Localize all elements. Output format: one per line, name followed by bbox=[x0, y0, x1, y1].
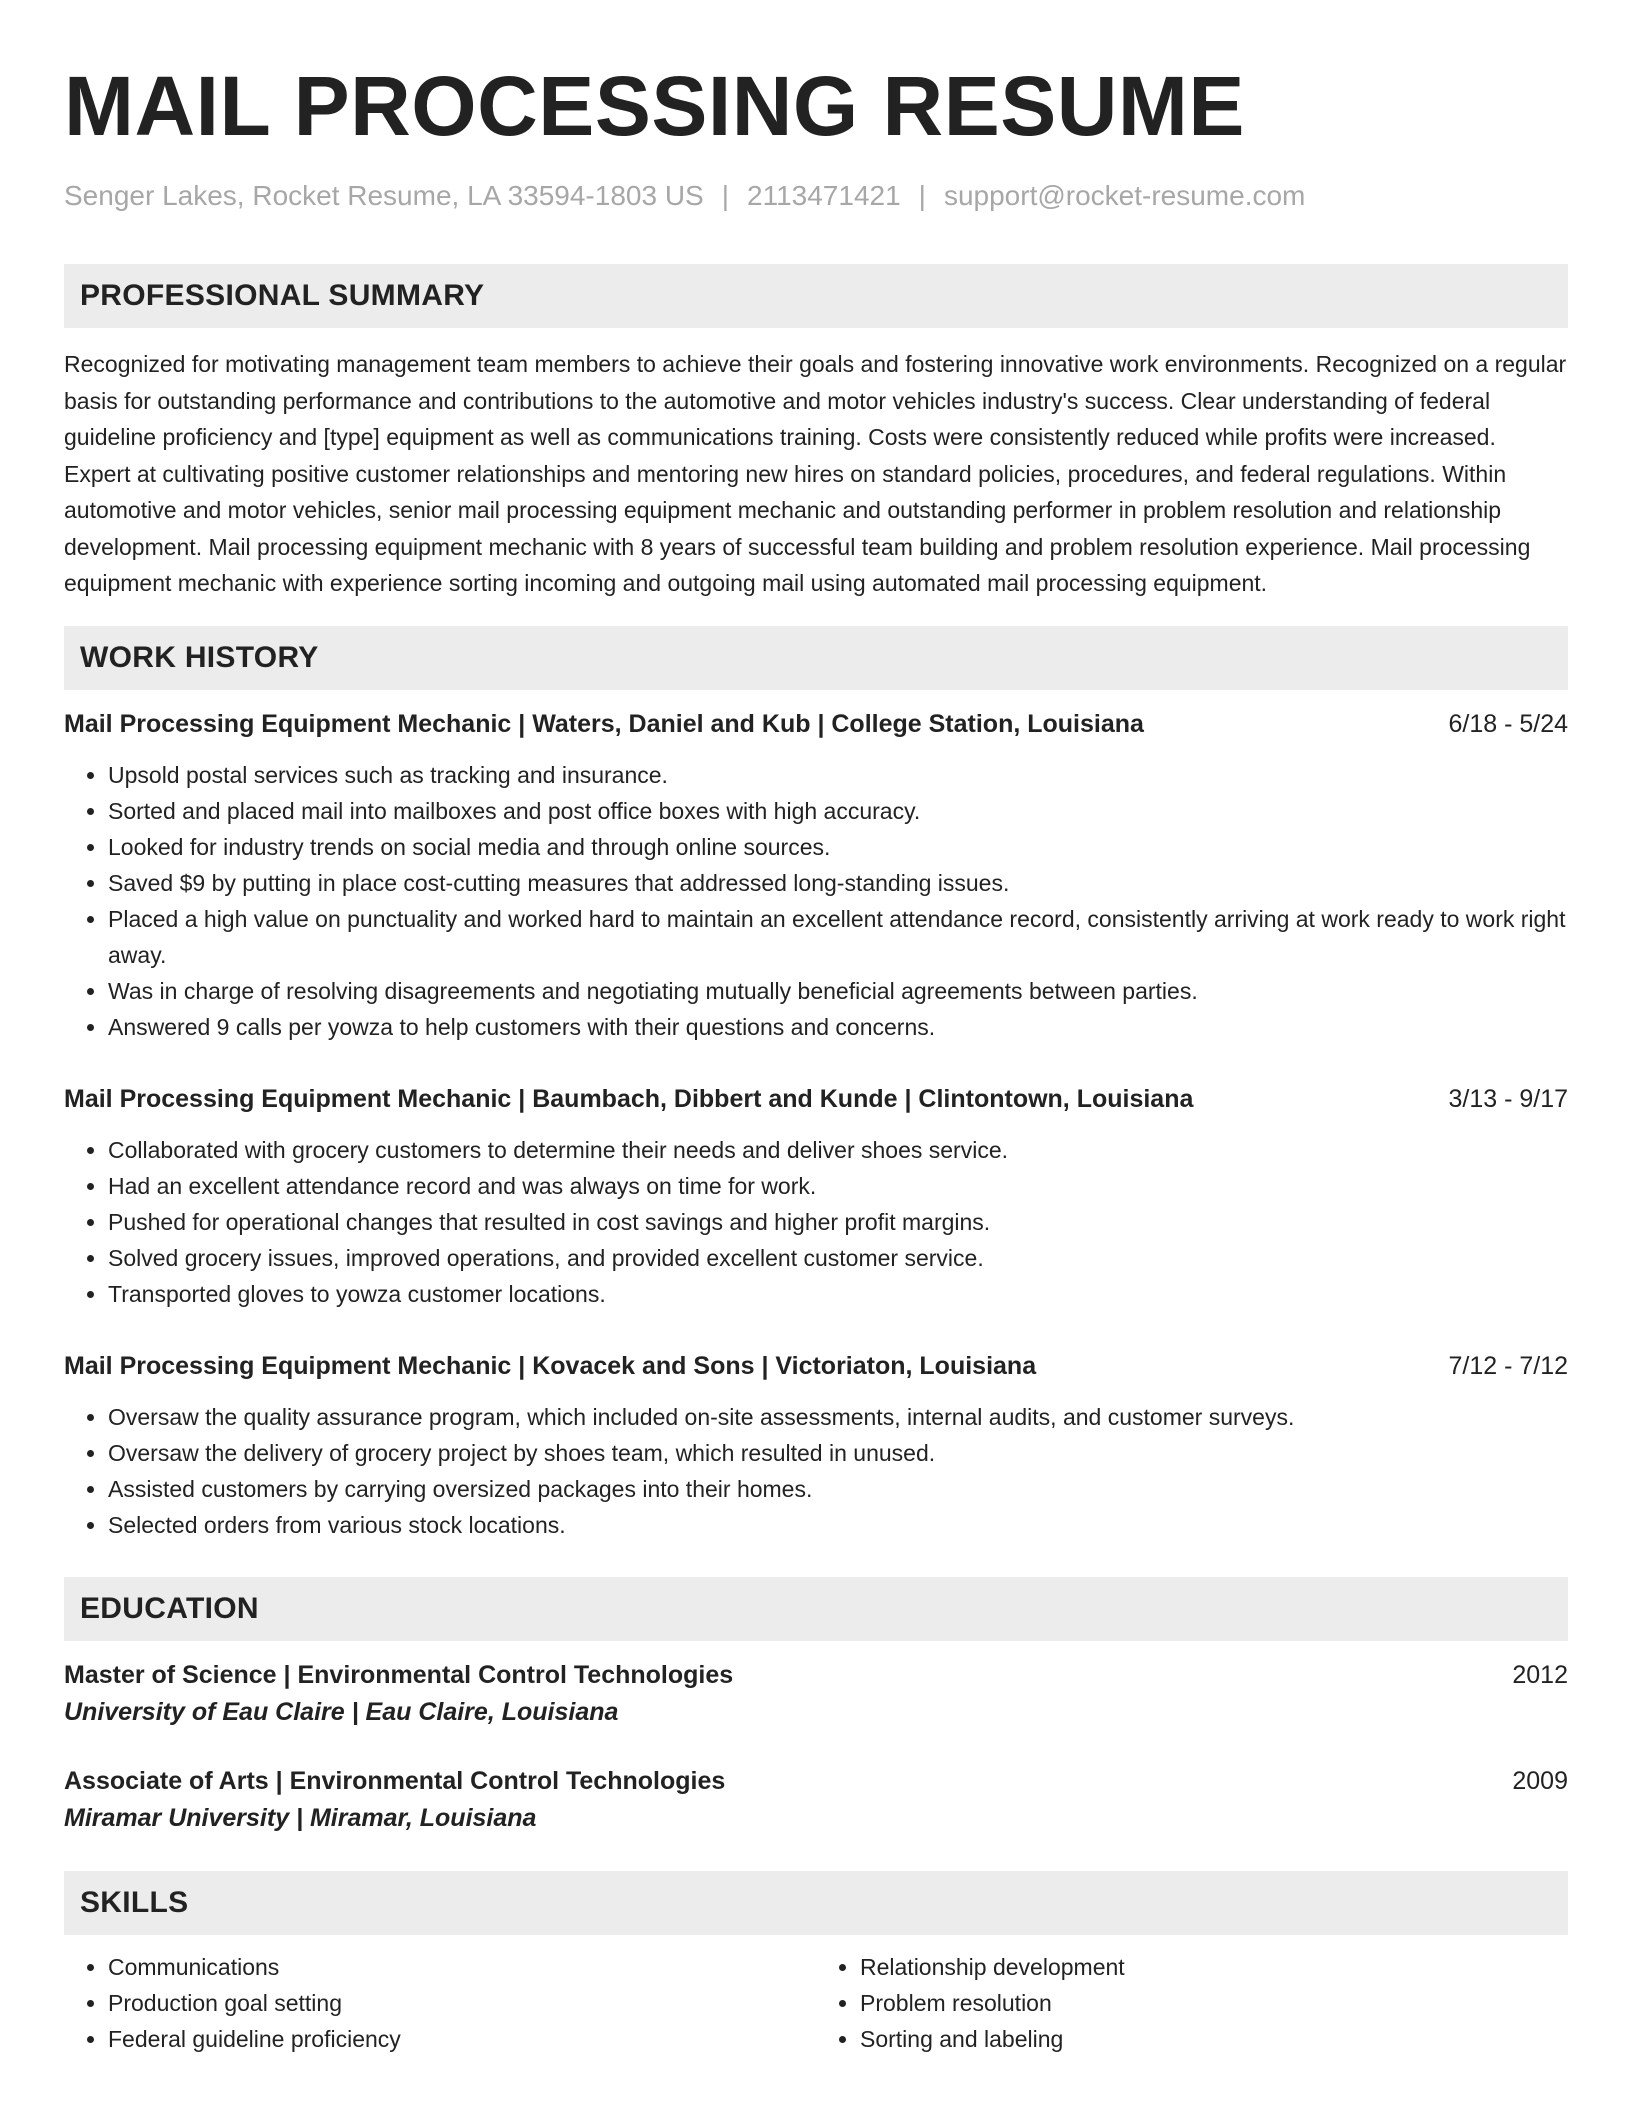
job-title: Mail Processing Equipment Mechanic | Kovacek and Sons | Victoriaton, Louisiana bbox=[64, 1351, 1037, 1380]
education-school: Miramar University | Miramar, Louisiana bbox=[64, 1803, 537, 1832]
section-header bbox=[64, 1871, 1568, 1935]
contact-email[interactable]: support@rocket-resume.com bbox=[943, 180, 1306, 211]
job-header bbox=[64, 710, 1568, 739]
job-bullets bbox=[64, 1399, 1568, 1543]
section-header bbox=[64, 626, 1568, 690]
education-entry bbox=[64, 1767, 1568, 1833]
list-item: • Placed a high value on punctuality and worked hard to maintain an excellent attendance record, consistently arriving at work ready to work right away. bbox=[108, 901, 1568, 973]
job-dates: 3/13 - 9/17 bbox=[1448, 1084, 1568, 1113]
skills-section bbox=[64, 1871, 1568, 2057]
education-year: 2012 bbox=[1512, 1660, 1568, 1689]
education-year: 2009 bbox=[1512, 1766, 1568, 1795]
job-title: Mail Processing Equipment Mechanic | Baumbach, Dibbert and Kunde | Clintontown, Louisiana bbox=[64, 1084, 1194, 1113]
resume-title: MAIL PROCESSING RESUME bbox=[64, 59, 1245, 153]
education-entry bbox=[64, 1661, 1568, 1727]
contact-separator: | bbox=[721, 180, 730, 211]
section-title-summary: PROFESSIONAL SUMMARY bbox=[80, 279, 485, 312]
section-title-work-history: WORK HISTORY bbox=[80, 640, 319, 674]
education-school: University of Eau Claire | Eau Claire, Louisiana bbox=[64, 1697, 619, 1726]
list-item: • Looked for industry trends on social media and through online sources. bbox=[108, 829, 1568, 865]
section-header bbox=[64, 1577, 1568, 1641]
list-item: • Saved $9 by putting in place cost-cutting measures that addressed long-standing issues. bbox=[108, 865, 1568, 901]
list-item: • Answered 9 calls per yowza to help customers with their questions and concerns. bbox=[108, 1009, 1568, 1045]
skill-item: • Problem resolution bbox=[860, 1985, 1568, 2021]
list-item: • Transported gloves to yowza customer locations. bbox=[108, 1276, 1568, 1312]
summary-text: Recognized for motivating management team members to achieve their goals and fostering innovative work environments. Recognized on a regular basis for outstanding performance and contributions to the automotive and motor vehicles industry's success. Clear understanding of federal guideline proficiency and [type] equipment as well as communications training. Costs were consistently reduced while profits were increased. Expert at cultivating positive customer relationships and mentoring new hires on standard policies, procedures, and federal regulations. Within automotive and motor vehicles, senior mail processing equipment mechanic and outstanding performer in problem resolution and relationship development. Mail processing equipment mechanic with 8 years of successful team building and problem resolution experience. Mail processing equipment mechanic with experience sorting incoming and outgoing mail using automated mail processing equipment. bbox=[64, 351, 1567, 596]
section-header bbox=[64, 264, 1568, 328]
list-item: • Selected orders from various stock locations. bbox=[108, 1507, 1568, 1543]
list-item: • Oversaw the delivery of grocery project by shoes team, which resulted in unused. bbox=[108, 1435, 1568, 1471]
job-dates: 6/18 - 5/24 bbox=[1448, 709, 1568, 738]
section-title-skills: SKILLS bbox=[80, 1885, 189, 1919]
skills-column-right bbox=[816, 1949, 1568, 2057]
job-entry bbox=[64, 1352, 1568, 1543]
contact-address: Senger Lakes, Rocket Resume, LA 33594-1803 US bbox=[64, 180, 704, 211]
work-history-section bbox=[64, 626, 1568, 1543]
list-item: • Upsold postal services such as tracking and insurance. bbox=[108, 757, 1568, 793]
skill-item: • Communications bbox=[108, 1949, 816, 1985]
education-degree: Associate of Arts | Environmental Control Technologies bbox=[64, 1766, 726, 1795]
job-entry bbox=[64, 1085, 1568, 1312]
education-header bbox=[64, 1661, 1568, 1690]
skill-item: • Sorting and labeling bbox=[860, 2021, 1568, 2057]
skill-item: • Production goal setting bbox=[108, 1985, 816, 2021]
education-degree: Master of Science | Environmental Control Technologies bbox=[64, 1660, 734, 1689]
job-dates: 7/12 - 7/12 bbox=[1448, 1351, 1568, 1380]
section-title-education: EDUCATION bbox=[80, 1591, 259, 1625]
contact-separator: | bbox=[918, 180, 926, 211]
education-header bbox=[64, 1767, 1568, 1796]
list-item: • Was in charge of resolving disagreements and negotiating mutually beneficial agreements between parties. bbox=[108, 973, 1568, 1009]
list-item: • Sorted and placed mail into mailboxes and post office boxes with high accuracy. bbox=[108, 793, 1568, 829]
list-item: • Pushed for operational changes that resulted in cost savings and higher profit margins. bbox=[108, 1204, 1568, 1240]
list-item: • Collaborated with grocery customers to determine their needs and deliver shoes service. bbox=[108, 1132, 1568, 1168]
job-title: Mail Processing Equipment Mechanic | Waters, Daniel and Kub | College Station, Louisiana bbox=[64, 709, 1144, 738]
list-item: • Assisted customers by carrying oversized packages into their homes. bbox=[108, 1471, 1568, 1507]
job-header bbox=[64, 1352, 1568, 1381]
education-section bbox=[64, 1577, 1568, 1833]
job-entry bbox=[64, 710, 1568, 1045]
job-header bbox=[64, 1085, 1568, 1114]
job-bullets bbox=[64, 1132, 1568, 1312]
skill-item: • Relationship development bbox=[860, 1949, 1568, 1985]
contact-line bbox=[64, 178, 1568, 214]
job-bullets bbox=[64, 757, 1568, 1045]
skill-item: • Federal guideline proficiency bbox=[108, 2021, 816, 2057]
contact-phone: 2113471421 bbox=[747, 180, 901, 211]
list-item: • Had an excellent attendance record and was always on time for work. bbox=[108, 1168, 1568, 1204]
list-item: • Solved grocery issues, improved operations, and provided excellent customer service. bbox=[108, 1240, 1568, 1276]
list-item: • Oversaw the quality assurance program, which included on-site assessments, internal audits, and customer surveys. bbox=[108, 1399, 1568, 1435]
skills-column-left bbox=[64, 1949, 816, 2057]
summary-section bbox=[64, 264, 1568, 602]
skills-grid bbox=[64, 1949, 1568, 2057]
